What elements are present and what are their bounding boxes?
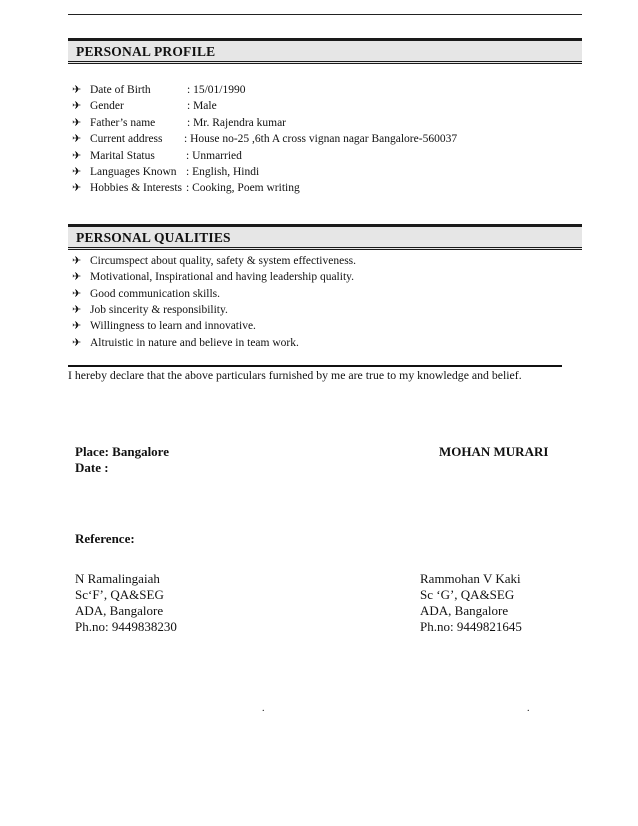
- quality-text: Motivational, Inspirational and having leadership quality.: [90, 271, 355, 283]
- profile-value: : Unmarried: [186, 150, 242, 162]
- reference-title: Reference:: [75, 531, 135, 546]
- reference-phone: Ph.no: 9449838230: [75, 619, 177, 634]
- profile-value: : Cooking, Poem writing: [186, 182, 300, 194]
- quality-text: Altruistic in nature and believe in team work.: [90, 337, 299, 349]
- airplane-bullet-icon: ✈: [72, 255, 82, 267]
- profile-value: : House no-25 ,6th A cross vignan nagar Bangalore-560037: [184, 133, 458, 145]
- profile-label: Gender: [90, 100, 124, 112]
- quality-text: Circumspect about quality, safety & system effectiveness.: [90, 255, 357, 267]
- top-rule: [68, 14, 582, 15]
- reference-name: Rammohan V Kaki: [420, 571, 521, 586]
- place: Place: Bangalore: [75, 444, 169, 459]
- profile-value: : 15/01/1990: [187, 84, 246, 96]
- profile-value: : Male: [187, 100, 217, 112]
- personal-qualities-header: [68, 224, 582, 250]
- airplane-bullet-icon: ✈: [72, 166, 82, 178]
- airplane-bullet-icon: ✈: [72, 150, 82, 162]
- airplane-bullet-icon: ✈: [72, 84, 82, 96]
- airplane-bullet-icon: ✈: [72, 117, 82, 129]
- reference-org: ADA, Bangalore: [420, 603, 509, 618]
- airplane-bullet-icon: ✈: [72, 288, 82, 300]
- airplane-bullet-icon: ✈: [72, 133, 82, 145]
- divider: [68, 365, 562, 367]
- profile-value: : English, Hindi: [186, 166, 260, 178]
- profile-label: Current address: [90, 133, 163, 145]
- profile-label: Marital Status: [90, 150, 155, 162]
- quality-text: Willingness to learn and innovative.: [90, 320, 256, 332]
- reference-name: N Ramalingaiah: [75, 571, 160, 586]
- airplane-bullet-icon: ✈: [72, 337, 82, 349]
- profile-value: : Mr. Rajendra kumar: [187, 117, 287, 129]
- footer-mark: .: [527, 703, 530, 714]
- profile-label: Languages Known: [90, 166, 177, 178]
- declaration-text: I hereby declare that the above particulars furnished by me are true to my knowledge and belief.: [68, 368, 522, 382]
- reference-block-right: [420, 571, 522, 635]
- profile-label: Date of Birth: [90, 84, 151, 96]
- reference-designation: Sc‘F’, QA&SEG: [75, 587, 164, 602]
- reference-block-left: [75, 571, 177, 635]
- reference-org: ADA, Bangalore: [75, 603, 164, 618]
- section-title: PERSONAL PROFILE: [76, 44, 216, 59]
- reference-phone: Ph.no: 9449821645: [420, 619, 522, 634]
- date: Date :: [75, 460, 109, 475]
- reference-designation: Sc ‘G’, QA&SEG: [420, 587, 515, 602]
- quality-text: Job sincerity & responsibility.: [90, 304, 228, 316]
- airplane-bullet-icon: ✈: [72, 182, 82, 194]
- airplane-bullet-icon: ✈: [72, 271, 82, 283]
- footer-mark: .: [262, 703, 265, 714]
- section-title: PERSONAL QUALITIES: [76, 230, 231, 245]
- airplane-bullet-icon: ✈: [72, 304, 82, 316]
- personal-profile-header: [68, 38, 582, 64]
- quality-text: Good communication skills.: [90, 288, 221, 300]
- airplane-bullet-icon: ✈: [72, 100, 82, 112]
- profile-label: Father’s name: [90, 117, 156, 129]
- airplane-bullet-icon: ✈: [72, 320, 82, 332]
- profile-label: Hobbies & Interests: [90, 182, 182, 194]
- signatory-name: MOHAN MURARI: [439, 444, 549, 459]
